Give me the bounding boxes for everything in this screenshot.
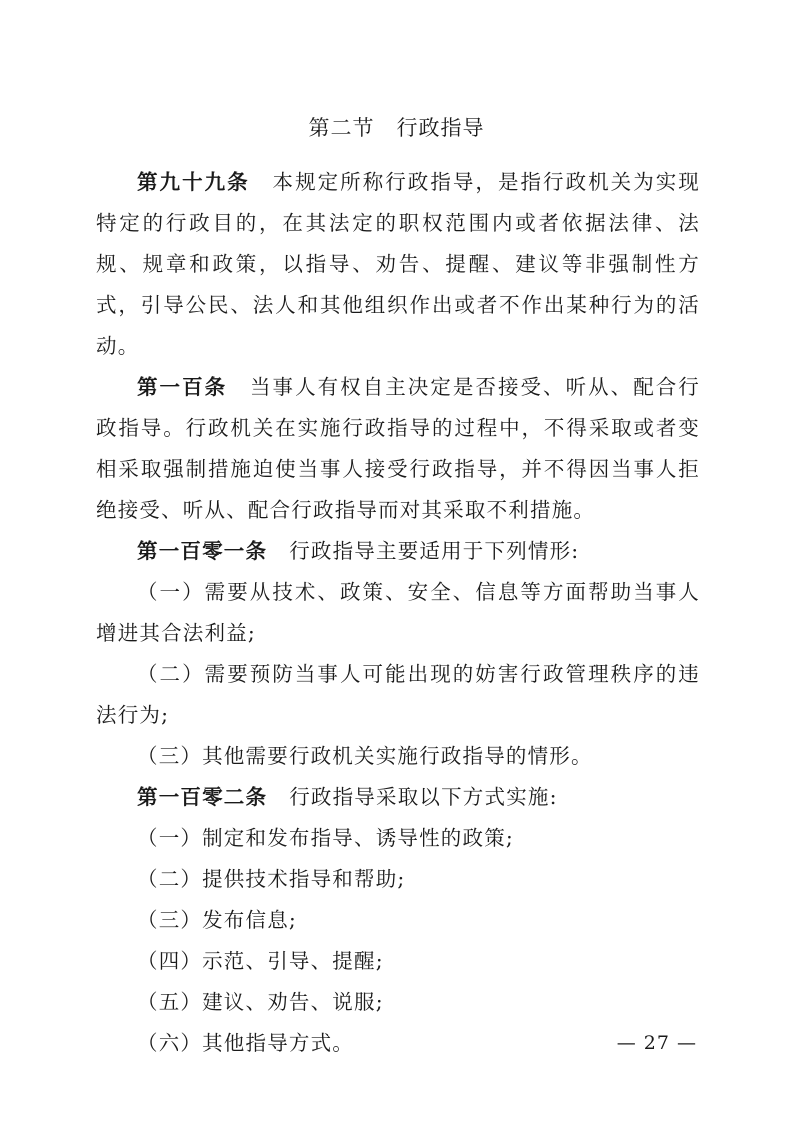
- section-label: 第二节: [308, 116, 375, 140]
- article-heading: 第九十九条: [137, 170, 250, 194]
- list-item: （二）提供技术指导和帮助;: [137, 867, 406, 891]
- article-102: [96, 777, 700, 818]
- list-item: （三）其他需要行政机关实施行政指导的情形。: [137, 744, 593, 768]
- list-item: （二）需要预防当事人可能出现的妨害行政管理秩序的违法行为;: [96, 662, 700, 727]
- section-title: [0, 112, 793, 142]
- article-heading: 第一百零一条: [137, 539, 268, 563]
- list-item: （一）需要从技术、政策、安全、信息等方面帮助当事人增进其合法利益;: [96, 580, 700, 645]
- page-number: — 27 —: [616, 1032, 697, 1054]
- article-text: 本规定所称行政指导，是指行政机关为实现特定的行政目的，在其法定的职权范围内或者依据法律、法规、规章和政策，以指导、劝告、提醒、建议等非强制性方式，引导公民、法人和其他组织作出或者不作出某种行为的活动。: [96, 170, 700, 358]
- list-item: （一）制定和发布指导、诱导性的政策;: [137, 826, 515, 850]
- document-body: [96, 162, 700, 1064]
- section-name: 行政指导: [396, 116, 485, 140]
- article-text: 行政指导采取以下方式实施:: [289, 785, 558, 809]
- article-101: [96, 531, 700, 572]
- article-text: 行政指导主要适用于下列情形:: [289, 539, 580, 563]
- list-item: （六）其他指导方式。: [137, 1031, 354, 1055]
- list-item: （三）发布信息;: [137, 908, 298, 932]
- article-text: 当事人有权自主决定是否接受、听从、配合行政指导。行政机关在实施行政指导的过程中，不得采取或者变相采取强制措施迫使当事人接受行政指导，并不得因当事人拒绝接受、听从、配合行政指导而对其采取不利措施。: [96, 375, 700, 522]
- article-heading: 第一百零二条: [137, 785, 268, 809]
- article-99: [96, 162, 700, 367]
- list-item: （五）建议、劝告、说服;: [137, 990, 384, 1014]
- article-100: [96, 367, 700, 531]
- list-item: （四）示范、引导、提醒;: [137, 949, 384, 973]
- article-heading: 第一百条: [137, 375, 228, 399]
